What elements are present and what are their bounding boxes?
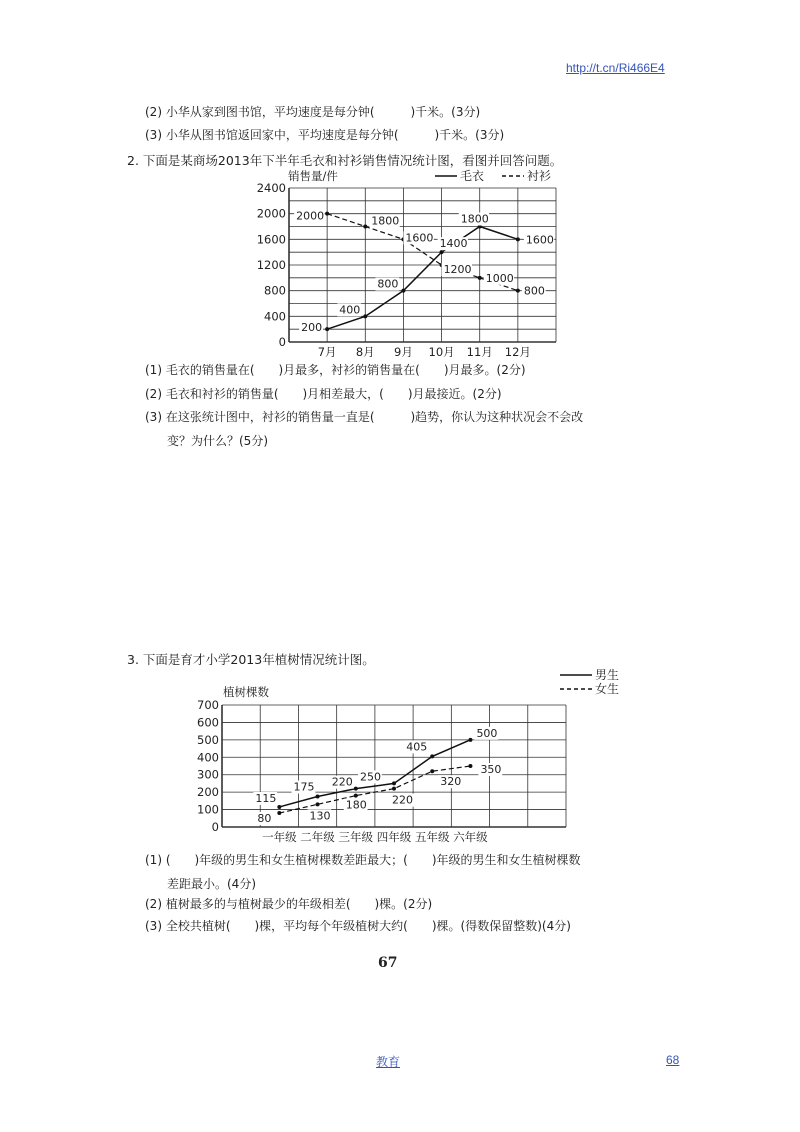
data-point [354, 794, 358, 798]
y-tick-label: 700 [197, 698, 219, 712]
data-point [440, 250, 444, 254]
data-label: 115 [255, 791, 277, 805]
data-label: 800 [523, 284, 545, 298]
data-point [325, 212, 329, 216]
sales-line-chart [240, 166, 610, 360]
x-category-label: 9月 [394, 345, 413, 359]
data-point [363, 314, 367, 318]
data-label: 2000 [296, 209, 325, 223]
data-point [316, 802, 320, 806]
problem-2-question-1: (1) 毛衣的销售量在( )月最多，衬衫的销售量在( )月最多。(2分) [145, 363, 526, 377]
footer-education-link[interactable]: 教育 [376, 1055, 401, 1069]
data-label: 1800 [371, 214, 400, 228]
data-point [277, 811, 281, 815]
problem-3-question-2: (2) 植树最多的与植树最少的年级相差( )棵。(2分) [145, 897, 433, 911]
y-tick-label: 2400 [256, 181, 286, 195]
question-3-speed-return-home: (3) 小华从图书馆返回家中，平均速度是每分钟( )千米。(3分) [145, 128, 505, 142]
y-tick-label: 400 [197, 750, 219, 765]
data-label: 175 [293, 780, 315, 794]
data-point [363, 225, 367, 229]
data-point [430, 754, 434, 758]
data-point [325, 327, 329, 331]
y-axis-label: 销售量/件 [288, 169, 338, 183]
y-tick-label: 300 [197, 767, 219, 782]
data-point [401, 289, 405, 293]
data-point [277, 805, 281, 809]
data-label: 405 [406, 740, 428, 754]
legend-label: 毛衣 [460, 169, 485, 183]
data-label: 320 [440, 775, 462, 789]
x-category-label: 四年级 [376, 830, 412, 844]
data-label: 130 [309, 809, 331, 823]
x-category-label: 三年级 [338, 830, 374, 844]
data-label: 1200 [443, 263, 472, 276]
y-tick-label: 1200 [256, 258, 286, 272]
data-label: 350 [480, 763, 502, 776]
y-tick-label: 2000 [256, 206, 286, 221]
data-point [316, 795, 320, 799]
x-category-label: 7月 [317, 345, 337, 359]
problem-2-title: 2. 下面是某商场2013年下半年毛衣和衬衫销售情况统计图，看图并回答问题。 [127, 153, 563, 168]
data-point [354, 787, 358, 791]
problem-3-title: 3. 下面是育才小学2013年植树情况统计图。 [127, 652, 375, 667]
problem-2-question-3-continued: 变？为什么？(5分) [167, 434, 268, 448]
x-category-label: 10月 [428, 345, 455, 359]
data-point [468, 738, 472, 742]
data-point [468, 764, 472, 768]
y-tick-label: 1600 [256, 232, 286, 247]
question-2-speed-to-library: (2) 小华从家到图书馆，平均速度是每分钟( )千米。(3分) [145, 105, 481, 119]
y-tick-label: 0 [278, 335, 286, 349]
data-label: 1800 [460, 212, 489, 226]
tree-planting-line-chart [193, 664, 625, 850]
y-axis-label: 植树棵数 [223, 685, 269, 699]
y-tick-label: 500 [197, 732, 219, 747]
y-tick-label: 0 [211, 820, 219, 834]
data-point [478, 276, 482, 280]
x-category-label: 六年级 [453, 830, 488, 844]
y-tick-label: 800 [264, 283, 286, 298]
data-point [392, 781, 396, 785]
header-url-link[interactable]: http://t.cn/Ri466E4 [566, 61, 665, 75]
data-label: 250 [360, 770, 381, 784]
data-label: 220 [392, 793, 413, 807]
y-tick-label: 600 [197, 715, 219, 730]
problem-2-question-2: (2) 毛衣和衬衫的销售量( )月相差最大，( )月最接近。(2分) [145, 387, 502, 401]
problem-3-question-1: (1) ( )年级的男生和女生植树棵数差距最大；( )年级的男生和女生植树棵数 [145, 853, 581, 867]
data-label: 800 [377, 277, 399, 291]
data-label: 220 [331, 775, 353, 789]
data-point [516, 289, 520, 293]
data-point [392, 787, 396, 791]
x-category-label: 二年级 [300, 830, 335, 844]
data-label: 1600 [525, 233, 554, 247]
data-label: 80 [257, 812, 272, 826]
page-number: 67 [378, 955, 398, 971]
data-label: 1400 [439, 237, 468, 251]
data-label: 1600 [405, 231, 434, 245]
problem-3-question-3: (3) 全校共植树( )棵，平均每个年级植树大约( )棵。(得数保留整数)(4分) [145, 919, 571, 933]
x-category-label: 12月 [504, 345, 531, 359]
data-point [430, 769, 434, 773]
y-tick-label: 100 [197, 802, 219, 817]
data-point [516, 237, 520, 241]
data-label: 500 [476, 726, 498, 740]
legend-label: 衬衫 [527, 169, 552, 183]
y-tick-label: 200 [197, 785, 219, 800]
x-category-label: 五年级 [414, 830, 450, 844]
data-label: 400 [339, 303, 361, 317]
legend-label: 男生 [595, 668, 620, 682]
x-category-label: 11月 [466, 345, 493, 359]
problem-3-question-1-continued: 差距最小。(4分) [167, 877, 256, 891]
data-label: 200 [301, 321, 323, 335]
data-label: 1000 [485, 271, 514, 285]
legend-label: 女生 [595, 682, 620, 696]
x-category-label: 一年级 [262, 830, 297, 844]
y-tick-label: 400 [264, 309, 286, 324]
problem-2-question-3: (3) 在这张统计图中，衬衫的销售量一直是( )趋势，你认为这种状况会不会改 [145, 410, 584, 424]
footer-page-link[interactable]: 68 [666, 1053, 680, 1067]
data-label: 180 [345, 798, 367, 812]
x-category-label: 8月 [355, 345, 375, 359]
